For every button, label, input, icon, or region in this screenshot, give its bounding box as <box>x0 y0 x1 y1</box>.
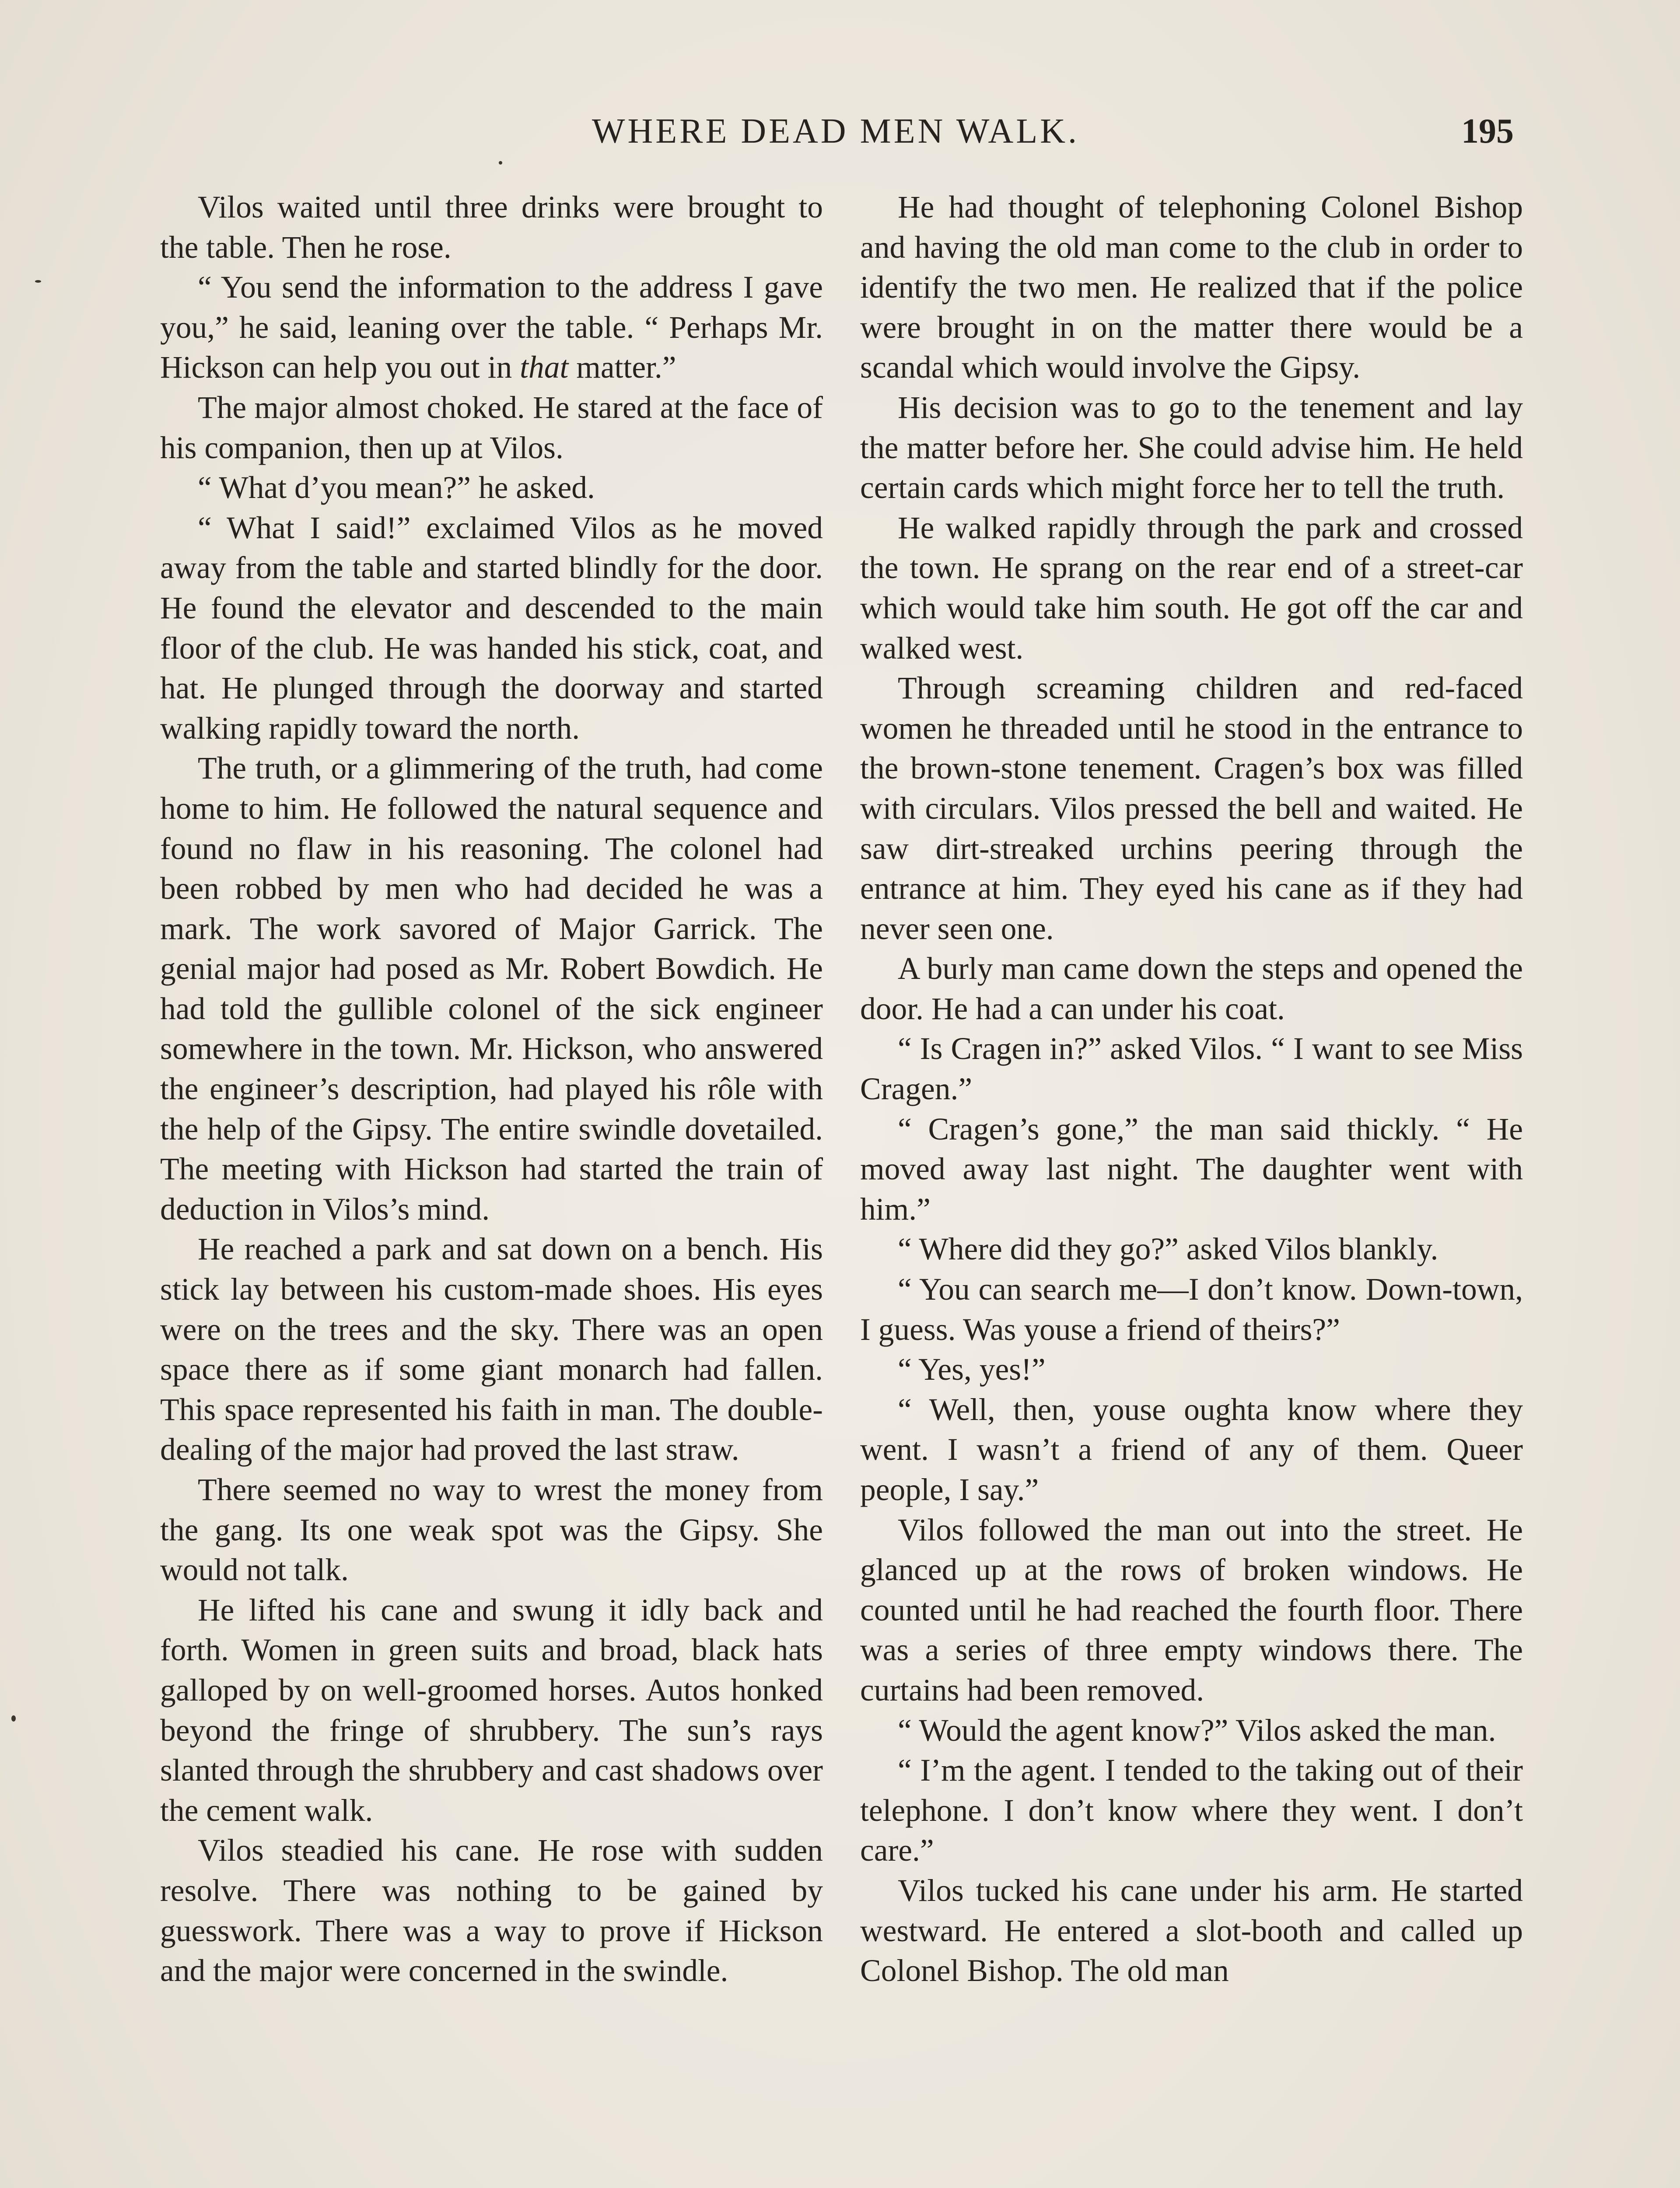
paragraph: Vilos tucked his cane under his arm. He started westward. He entered a slot-booth and called up Colonel Bishop. The old man <box>860 1873 1523 1988</box>
paragraph-text: “ You send the information to the address I gave you,” he said, leaning over the table. “ Perhaps Mr. Hickson can help you out in <box>160 270 823 385</box>
paragraph: Vilos steadied his cane. He rose with sudden resolve. There was nothing to be gained by guesswork. There was a way to prove if Hickson and the major were concerned in the swindle. <box>160 1833 823 1988</box>
paragraph: He lifted his cane and swung it idly back and forth. Women in green suits and broad, black hats galloped by on well-groomed horses. Autos honked beyond the fringe of shrubbery. The sun’s rays slanted through the shrubbery and cast shadows over the cement walk. <box>160 1592 823 1828</box>
paragraph: “ What I said!” exclaimed Vilos as he moved away from the table and started blindly for the door. He found the elevator and descended to the main floor of the club. He was handed his stick, coat, and hat. He plunged through the doorway and started walking rapidly toward the north. <box>160 510 823 746</box>
paragraph: He reached a park and sat down on a bench. His stick lay between his custom-made shoes. His eyes were on the trees and the sky. There was an open space there as if some giant monarch had fallen. This space represented his faith in man. The double-dealing of the major had proved the last straw. <box>160 1232 823 1467</box>
paragraph-text: matter.” <box>568 350 676 385</box>
paragraph: “ I’m the agent. I tended to the taking out of their telephone. I don’t know where they went. I don’t care.” <box>860 1753 1523 1868</box>
right-column <box>860 187 1523 1991</box>
paragraph: He walked rapidly through the park and crossed the town. He sprang on the rear end of a street-car which would take him south. He got off the car and walked west. <box>860 510 1523 666</box>
paragraph: “ Cragen’s gone,” the man said thickly. “ He moved away last night. The daughter went with him.” <box>860 1112 1523 1227</box>
paper-speck <box>35 280 41 283</box>
page-title: WHERE DEAD MEN WALK. <box>592 112 1079 151</box>
paragraph: “ Well, then, youse oughta know where they went. I wasn’t a friend of any of them. Queer people, I say.” <box>860 1392 1523 1507</box>
paragraph: A burly man came down the steps and opened the door. He had a can under his coat. <box>860 951 1523 1026</box>
paragraph: The major almost choked. He stared at the face of his companion, then up at Vilos. <box>160 390 823 465</box>
paragraph: The truth, or a glimmering of the truth, had come home to him. He followed the natural sequence and found no flaw in his reasoning. The colonel had been robbed by men who had decided he was a mark. The work savored of Major Garrick. The genial major had posed as Mr. Robert Bowdich. He had told the gullible colonel of the sick engineer somewhere in the town. Mr. Hickson, who answered the engineer’s description, had played his rôle with the help of the Gipsy. The entire swindle dovetailed. The meeting with Hickson had started the train of deduction in Vilos’s mind. <box>160 751 823 1227</box>
paragraph: “ What d’you mean?” he asked. <box>198 470 595 505</box>
paper-speck <box>11 1715 16 1722</box>
emphasis-word: that <box>520 350 569 385</box>
paragraph: His decision was to go to the tenement and lay the matter before her. She could advise him. He held certain cards which might force her to tell the truth. <box>860 390 1523 505</box>
left-column <box>160 187 823 1991</box>
paragraph: “ Would the agent know?” Vilos asked the man. <box>898 1713 1496 1748</box>
paragraph: “ Where did they go?” asked Vilos blankly. <box>898 1232 1438 1267</box>
paragraph: “ Is Cragen in?” asked Vilos. “ I want to see Miss Cragen.” <box>860 1031 1523 1107</box>
paper-speck <box>499 161 502 165</box>
paragraph: There seemed no way to wrest the money from the gang. Its one weak spot was the Gipsy. She would not talk. <box>160 1473 823 1588</box>
paragraph: Through screaming children and red-faced women he threaded until he stood in the entrance to the brown-stone tenement. Cragen’s box was filled with circulars. Vilos pressed the bell and waited. He saw dirt-streaked urchins peering through the entrance at him. They eyed his cane as if they had never seen one. <box>860 671 1523 946</box>
running-head <box>158 105 1514 158</box>
paragraph: Vilos waited until three drinks were brought to the table. Then he rose. <box>160 190 823 265</box>
paragraph: “ You can search me—I don’t know. Down-town, I guess. Was youse a friend of theirs?” <box>860 1272 1523 1347</box>
paragraph: “ Yes, yes!” <box>898 1352 1046 1387</box>
paragraph: He had thought of telephoning Colonel Bishop and having the old man come to the club in order to identify the two men. He realized that if the police were brought in on the matter there would be a scandal which would involve the Gipsy. <box>860 190 1523 385</box>
page-number: 195 <box>1461 112 1514 151</box>
paragraph: Vilos followed the man out into the street. He glanced up at the rows of broken windows. He counted until he had reached the fourth floor. There was a series of three empty windows there. The curtains had been removed. <box>860 1512 1523 1708</box>
paragraph <box>160 267 823 388</box>
